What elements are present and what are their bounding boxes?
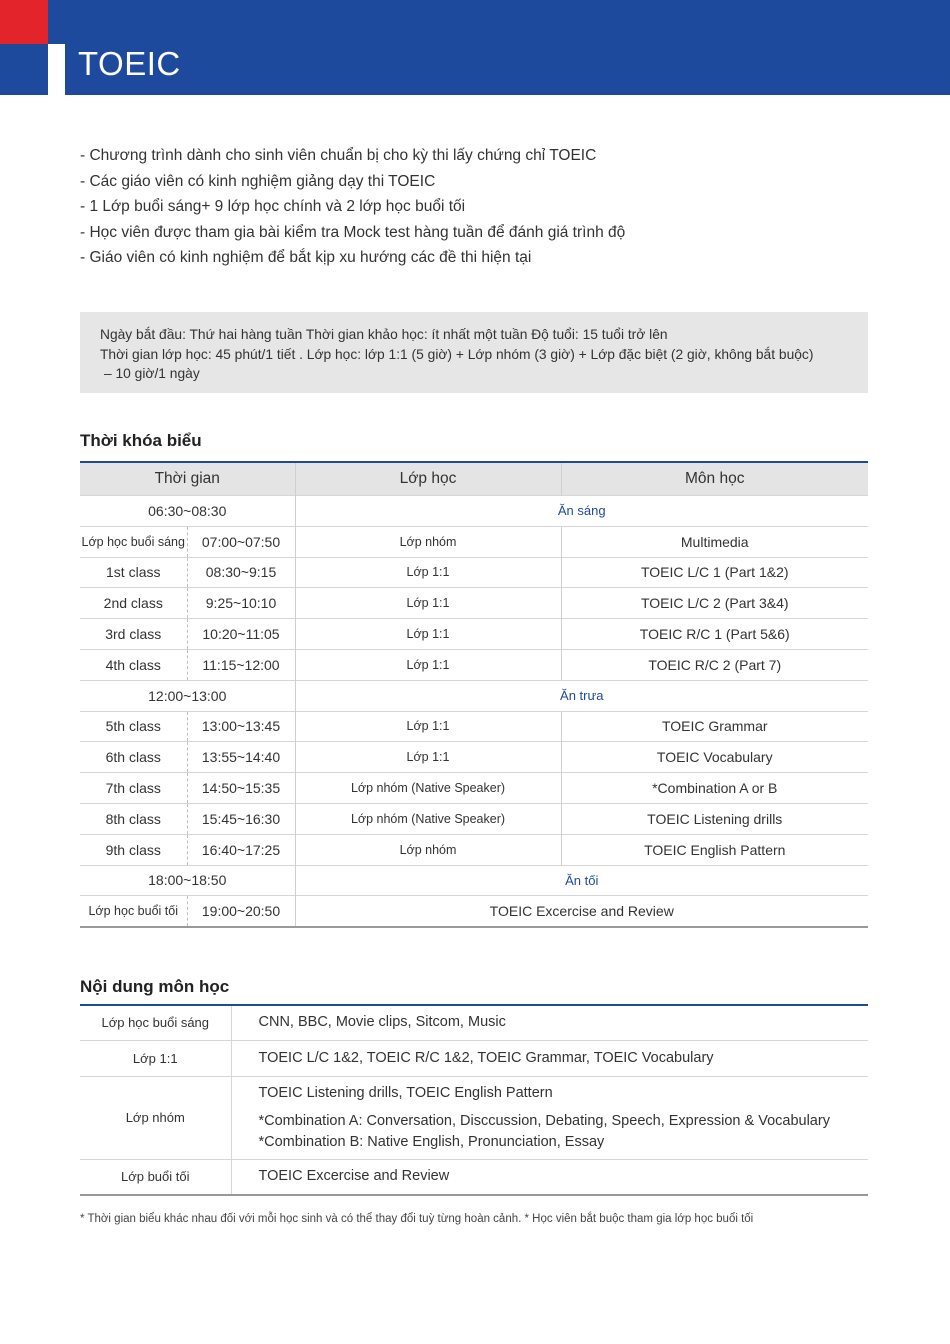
time-cell: 18:00~18:50 bbox=[80, 865, 295, 896]
time-cell: 10:20~11:05 bbox=[187, 619, 295, 650]
subject-cell: TOEIC R/C 2 (Part 7) bbox=[561, 649, 868, 680]
content-label: Lớp nhóm bbox=[80, 1076, 231, 1159]
meal-cell: Ăn trưa bbox=[295, 680, 868, 711]
header-white-bar bbox=[48, 44, 65, 95]
content-line: TOEIC Excercise and Review bbox=[258, 1168, 450, 1185]
meal-cell: Ăn tối bbox=[295, 865, 868, 896]
intro-item: - 1 Lớp buổi sáng+ 9 lớp học chính và 2 lớp học buổi tối bbox=[80, 198, 466, 216]
subject-cell: TOEIC L/C 2 (Part 3&4) bbox=[561, 588, 868, 619]
content-label: Lớp 1:1 bbox=[80, 1040, 231, 1076]
course-info-box bbox=[80, 312, 868, 393]
table-row bbox=[80, 649, 868, 680]
table-row bbox=[80, 773, 868, 804]
footnote: * Thời gian biểu khác nhau đối với mỗi học sinh và có thể thay đổi tuỳ từng hoàn cảnh. * Học viên bắt buộc tham gia lớp học buổi tối bbox=[80, 1213, 754, 1225]
info-line: Ngày bắt đầu: Thứ hai hàng tuần Thời gian khảo học: ít nhất một tuần Độ tuổi: 15 tuổi trở lên bbox=[100, 327, 668, 342]
subject-cell: TOEIC L/C 1 (Part 1&2) bbox=[561, 557, 868, 588]
class-type-cell: Lớp nhóm bbox=[295, 526, 561, 557]
content-table bbox=[80, 1004, 868, 1196]
schedule-header-row bbox=[80, 462, 868, 496]
time-cell: 16:40~17:25 bbox=[187, 834, 295, 865]
class-type-cell: Lớp nhóm bbox=[295, 834, 561, 865]
header-banner bbox=[0, 0, 950, 95]
table-row bbox=[80, 1005, 868, 1040]
subject-cell: *Combination A or B bbox=[561, 773, 868, 804]
content-value bbox=[231, 1040, 868, 1076]
table-row bbox=[80, 619, 868, 650]
subject-cell: TOEIC Grammar bbox=[561, 711, 868, 742]
table-row bbox=[80, 803, 868, 834]
meal-cell: Ăn sáng bbox=[295, 496, 868, 527]
content-value bbox=[231, 1005, 868, 1040]
content-line: CNN, BBC, Movie clips, Sitcom, Music bbox=[258, 1014, 506, 1031]
table-row bbox=[80, 1040, 868, 1076]
intro-item: - Giáo viên có kinh nghiệm để bắt kịp xu hướng các đề thi hiện tại bbox=[80, 249, 532, 267]
period-label: 9th class bbox=[80, 834, 187, 865]
intro-list bbox=[80, 143, 625, 271]
intro-item: - Chương trình dành cho sinh viên chuẩn bị cho kỳ thi lấy chứng chỉ TOEIC bbox=[80, 147, 597, 164]
time-cell: 15:45~16:30 bbox=[187, 803, 295, 834]
period-label: Lớp học buổi tối bbox=[80, 896, 187, 927]
subject-cell: Multimedia bbox=[561, 526, 868, 557]
period-label: Lớp học buổi sáng bbox=[80, 526, 187, 557]
class-type-cell: Lớp 1:1 bbox=[295, 742, 561, 773]
table-row bbox=[80, 680, 868, 711]
class-type-cell: Lớp 1:1 bbox=[295, 557, 561, 588]
page-title: TOEIC bbox=[78, 45, 181, 82]
table-row bbox=[80, 496, 868, 527]
table-row bbox=[80, 1076, 868, 1159]
intro-item: - Các giáo viên có kinh nghiệm giảng dạy thi TOEIC bbox=[80, 172, 436, 190]
period-label: 4th class bbox=[80, 649, 187, 680]
content-value bbox=[231, 1076, 868, 1159]
schedule-title: Thời khóa biểu bbox=[80, 431, 202, 450]
subject-cell: TOEIC Listening drills bbox=[561, 803, 868, 834]
time-cell: 06:30~08:30 bbox=[80, 496, 295, 527]
content-value bbox=[231, 1159, 868, 1195]
time-cell: 12:00~13:00 bbox=[80, 680, 295, 711]
time-cell: 9:25~10:10 bbox=[187, 588, 295, 619]
content-line: *Combination A: Conversation, Disccussion, Debating, Speech, Expression & Vocabulary bbox=[258, 1112, 830, 1129]
subject-cell: TOEIC Vocabulary bbox=[561, 742, 868, 773]
header-class: Lớp học bbox=[295, 462, 561, 496]
header-time: Thời gian bbox=[80, 462, 295, 496]
header-subject: Môn học bbox=[561, 462, 868, 496]
table-row bbox=[80, 588, 868, 619]
period-label: 5th class bbox=[80, 711, 187, 742]
subject-cell: TOEIC English Pattern bbox=[561, 834, 868, 865]
class-type-cell: Lớp 1:1 bbox=[295, 619, 561, 650]
content-label: Lớp buổi tối bbox=[80, 1159, 231, 1195]
period-label: 7th class bbox=[80, 773, 187, 804]
class-type-cell: Lớp 1:1 bbox=[295, 588, 561, 619]
info-line: – 10 giờ/1 ngày bbox=[104, 366, 200, 381]
info-line: Thời gian lớp học: 45 phút/1 tiết . Lớp học: lớp 1:1 (5 giờ) + Lớp nhóm (3 giờ) + Lớp đặc biệt (2 giờ, không bắt buộc) bbox=[100, 346, 814, 362]
subject-cell: TOEIC R/C 1 (Part 5&6) bbox=[561, 619, 868, 650]
time-cell: 11:15~12:00 bbox=[187, 649, 295, 680]
content-label: Lớp học buổi sáng bbox=[80, 1005, 231, 1040]
table-row bbox=[80, 557, 868, 588]
table-row bbox=[80, 834, 868, 865]
time-cell: 13:00~13:45 bbox=[187, 711, 295, 742]
subject-cell: TOEIC Excercise and Review bbox=[295, 896, 868, 927]
class-type-cell: Lớp 1:1 bbox=[295, 711, 561, 742]
table-row bbox=[80, 896, 868, 927]
time-cell: 08:30~9:15 bbox=[187, 557, 295, 588]
class-type-cell: Lớp nhóm (Native Speaker) bbox=[295, 773, 561, 804]
period-label: 8th class bbox=[80, 803, 187, 834]
time-cell: 13:55~14:40 bbox=[187, 742, 295, 773]
table-row bbox=[80, 1159, 868, 1195]
time-cell: 14:50~15:35 bbox=[187, 773, 295, 804]
class-type-cell: Lớp 1:1 bbox=[295, 649, 561, 680]
time-cell: 07:00~07:50 bbox=[187, 526, 295, 557]
time-cell: 19:00~20:50 bbox=[187, 896, 295, 927]
period-label: 6th class bbox=[80, 742, 187, 773]
table-row bbox=[80, 526, 868, 557]
class-type-cell: Lớp nhóm (Native Speaker) bbox=[295, 803, 561, 834]
period-label: 2nd class bbox=[80, 588, 187, 619]
intro-item: - Học viên được tham gia bài kiểm tra Mock test hàng tuần để đánh giá trình độ bbox=[80, 223, 626, 241]
content-title: Nội dung môn học bbox=[80, 977, 230, 996]
table-row bbox=[80, 865, 868, 896]
header-red-block bbox=[0, 0, 48, 44]
table-row bbox=[80, 742, 868, 773]
table-row bbox=[80, 711, 868, 742]
period-label: 1st class bbox=[80, 557, 187, 588]
period-label: 3rd class bbox=[80, 619, 187, 650]
content-line: TOEIC L/C 1&2, TOEIC R/C 1&2, TOEIC Grammar, TOEIC Vocabulary bbox=[258, 1049, 714, 1066]
schedule-table bbox=[80, 461, 868, 928]
content-line: *Combination B: Native English, Pronunciation, Essay bbox=[258, 1133, 605, 1150]
content-line: TOEIC Listening drills, TOEIC English Pattern bbox=[258, 1084, 553, 1101]
